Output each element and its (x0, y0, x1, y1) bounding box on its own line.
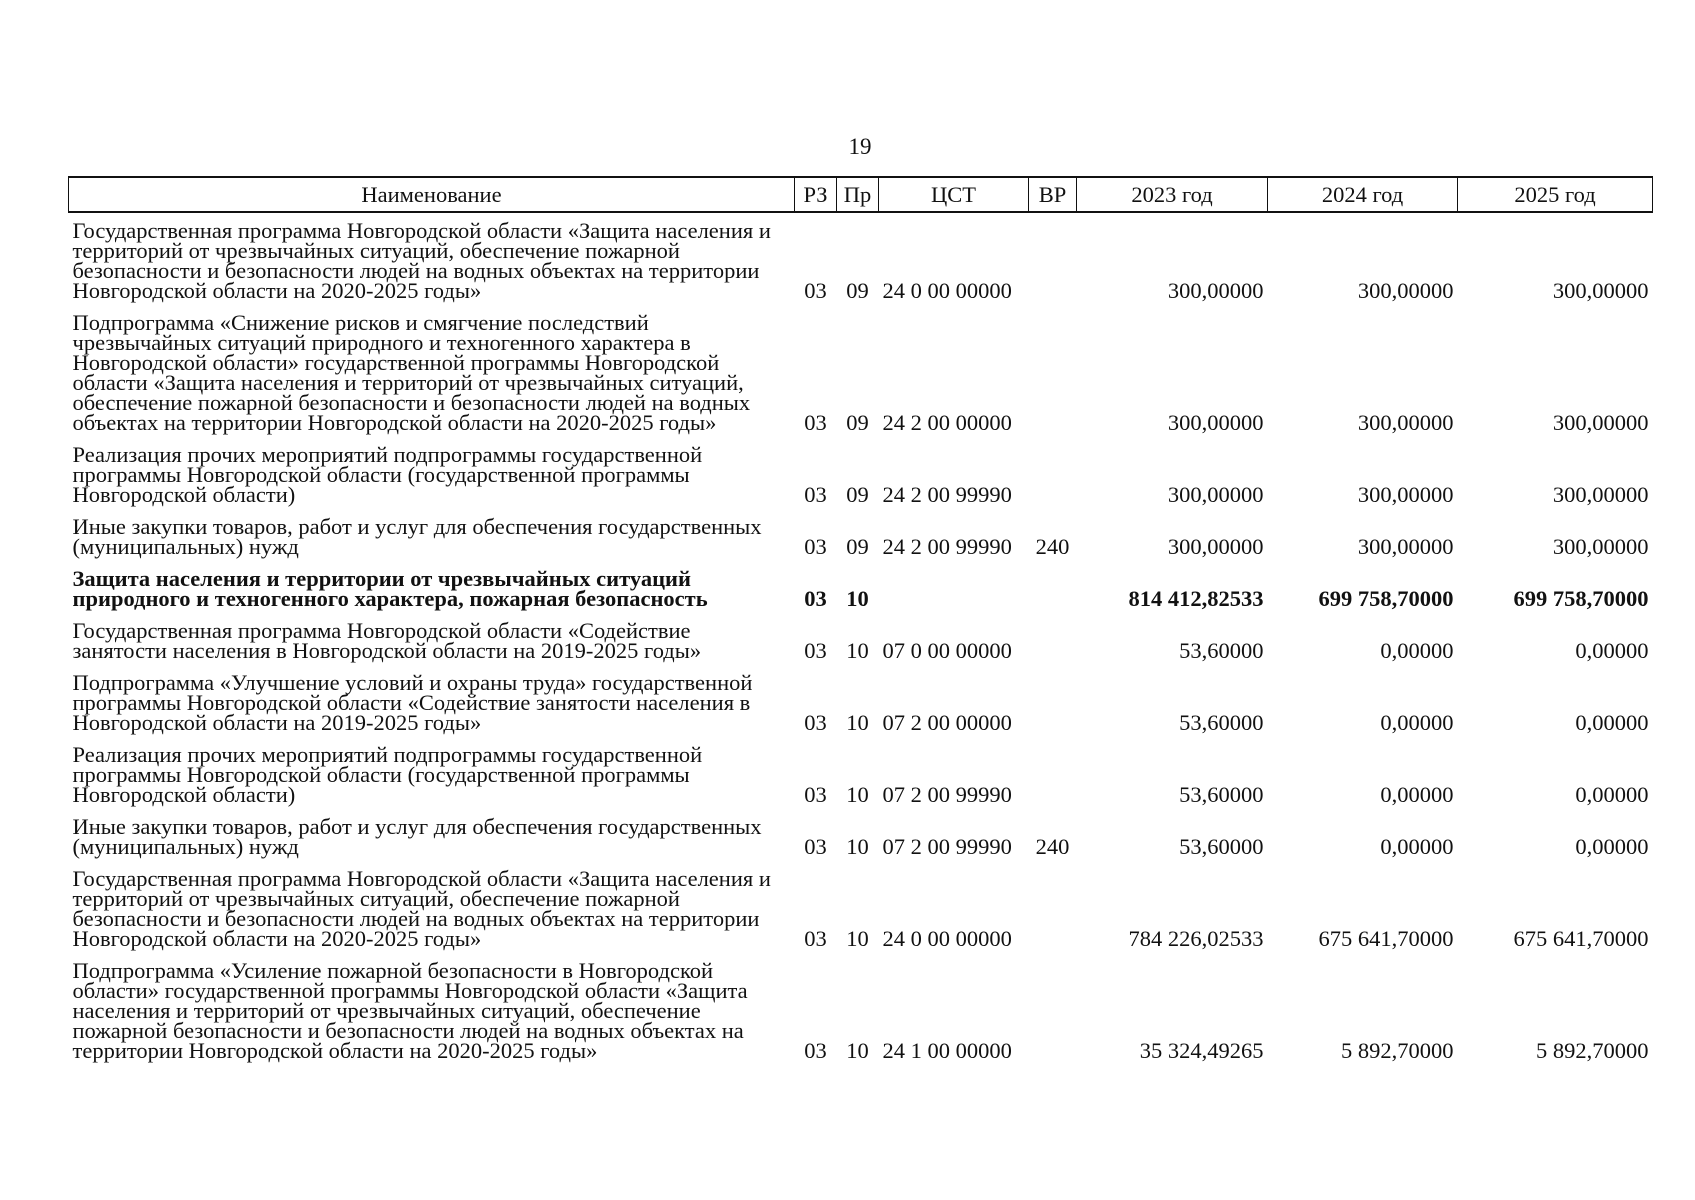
cell-cst: 07 0 00 00000 (882, 638, 1012, 663)
cell-2023: 53,60000 (1179, 782, 1264, 807)
cell-vr (1029, 437, 1077, 509)
cell-name: Иные закупки товаров, работ и услуг для обеспечения государственных (муниципальных) нужд (72, 514, 762, 559)
cell-2025: 0,00000 (1575, 638, 1649, 663)
cell-name: Государственная программа Новгородской области «Содействие занятости населения в Новгородской области на 2019-2025 годы» (72, 618, 702, 663)
cell-vr (1029, 861, 1077, 953)
cell-2024: 0,00000 (1380, 834, 1454, 859)
table-row (69, 212, 1653, 305)
cell-rz: 03 (804, 482, 827, 507)
cell-cst: 07 2 00 99990 (882, 834, 1012, 859)
table-header-row (69, 177, 1653, 212)
cell-name: Подпрограмма «Улучшение условий и охраны труда» государственной программы Новгородской области «Содействие занятости населения в Новгородской области на 2019-2025 годы» (72, 670, 753, 735)
cell-2023: 300,00000 (1167, 410, 1264, 435)
cell-2024: 300,00000 (1357, 534, 1454, 559)
cell-vr: 240 (1035, 534, 1070, 559)
cell-vr (1029, 665, 1077, 737)
cell-cst: 24 2 00 99990 (882, 482, 1012, 507)
cell-2023: 300,00000 (1167, 482, 1264, 507)
cell-2024: 5 892,70000 (1341, 1038, 1454, 1063)
cell-rz: 03 (804, 586, 827, 611)
header-2023: 2023 год (1077, 177, 1268, 212)
cell-rz: 03 (804, 926, 827, 951)
cell-2023: 53,60000 (1179, 638, 1264, 663)
cell-name: Подпрограмма «Снижение рисков и смягчение последствий чрезвычайных ситуаций природного и техногенного характера в Новгородской области» государственной программы Новгородской области «Защита населения и территорий от чрезвычайных ситуаций, обеспечение пожарной безопасности и безопасности людей на водных объектах на территории Новгородской области на 2020-2025 годы» (72, 310, 751, 435)
cell-rz: 03 (804, 1038, 827, 1063)
header-rz: РЗ (795, 177, 837, 212)
cell-cst: 24 2 00 00000 (882, 410, 1012, 435)
cell-vr: 240 (1035, 834, 1070, 859)
cell-2025: 300,00000 (1552, 482, 1649, 507)
cell-name: Реализация прочих мероприятий подпрограммы государственной программы Новгородской области (государственной программы Новгородской области) (72, 742, 703, 807)
header-pr: Пр (837, 177, 879, 212)
cell-rz: 03 (804, 834, 827, 859)
cell-vr (1029, 737, 1077, 809)
cell-2025: 0,00000 (1575, 710, 1649, 735)
cell-pr: 09 (846, 534, 869, 559)
cell-pr: 10 (846, 834, 869, 859)
header-cst: ЦСТ (879, 177, 1029, 212)
table-row (69, 509, 1653, 561)
table-row (69, 809, 1653, 861)
cell-2024: 675 641,70000 (1318, 926, 1454, 951)
cell-rz: 03 (804, 638, 827, 663)
cell-name: Иные закупки товаров, работ и услуг для обеспечения государственных (муниципальных) нужд (72, 814, 762, 859)
cell-vr (1029, 561, 1077, 613)
cell-2025: 300,00000 (1552, 534, 1649, 559)
cell-2025: 0,00000 (1575, 782, 1649, 807)
table-row (69, 737, 1653, 809)
cell-cst: 24 0 00 00000 (882, 926, 1012, 951)
cell-pr: 09 (846, 278, 869, 303)
cell-2025: 675 641,70000 (1513, 926, 1649, 951)
cell-rz: 03 (804, 534, 827, 559)
cell-vr (1029, 613, 1077, 665)
cell-rz: 03 (804, 278, 827, 303)
cell-2023: 300,00000 (1167, 278, 1264, 303)
cell-rz: 03 (804, 710, 827, 735)
cell-cst: 24 0 00 00000 (882, 278, 1012, 303)
header-2024: 2024 год (1268, 177, 1458, 212)
page-number: 19 (848, 134, 872, 159)
cell-name: Защита населения и территории от чрезвычайных ситуаций природного и техногенного характера, пожарная безопасность (72, 566, 708, 611)
cell-2023: 53,60000 (1179, 710, 1264, 735)
cell-name: Государственная программа Новгородской области «Защита населения и территорий от чрезвычайных ситуаций, обеспечение пожарной безопасности и безопасности людей на водных объектах на территории Новгородской области на 2020-2025 годы» (72, 866, 771, 951)
cell-pr: 10 (846, 638, 869, 663)
cell-2023: 784 226,02533 (1128, 926, 1264, 951)
cell-2023: 814 412,82533 (1128, 586, 1264, 611)
cell-2025: 300,00000 (1552, 278, 1649, 303)
cell-vr (1029, 305, 1077, 437)
cell-name: Подпрограмма «Усиление пожарной безопасности в Новгородской области» государственной программы Новгородской области «Защита населения и территорий от чрезвычайных ситуаций, обеспечение пожарной безопасности и безопасности людей на водных объектах на территории Новгородской области на 2020-2025 годы» (72, 958, 748, 1063)
header-vr: ВР (1029, 177, 1077, 212)
table-row (69, 305, 1653, 437)
cell-2025: 699 758,70000 (1513, 586, 1649, 611)
cell-2024: 0,00000 (1380, 782, 1454, 807)
cell-2023: 53,60000 (1179, 834, 1264, 859)
header-2025: 2025 год (1458, 177, 1653, 212)
table-row (69, 437, 1653, 509)
table-row (69, 953, 1653, 1065)
cell-pr: 10 (846, 586, 869, 611)
cell-2023: 35 324,49265 (1139, 1038, 1264, 1063)
cell-2024: 300,00000 (1357, 278, 1454, 303)
table-row (69, 561, 1653, 613)
cell-pr: 10 (846, 1038, 869, 1063)
cell-2024: 0,00000 (1380, 710, 1454, 735)
table-row (69, 665, 1653, 737)
cell-name: Государственная программа Новгородской области «Защита населения и территорий от чрезвычайных ситуаций, обеспечение пожарной безопасности и безопасности людей на водных объектах на территории Новгородской области на 2020-2025 годы» (72, 218, 771, 303)
cell-pr: 10 (846, 926, 869, 951)
cell-name: Реализация прочих мероприятий подпрограммы государственной программы Новгородской области (государственной программы Новгородской области) (72, 442, 703, 507)
cell-pr: 09 (846, 410, 869, 435)
cell-2024: 0,00000 (1380, 638, 1454, 663)
cell-cst: 07 2 00 00000 (882, 710, 1012, 735)
cell-rz: 03 (804, 782, 827, 807)
cell-2024: 300,00000 (1357, 482, 1454, 507)
cell-rz: 03 (804, 410, 827, 435)
cell-vr (1029, 953, 1077, 1065)
cell-cst: 07 2 00 99990 (882, 782, 1012, 807)
cell-pr: 10 (846, 710, 869, 735)
cell-cst: 24 1 00 00000 (882, 1038, 1012, 1063)
cell-2025: 0,00000 (1575, 834, 1649, 859)
cell-2024: 699 758,70000 (1318, 586, 1454, 611)
cell-vr (1029, 212, 1077, 305)
table-row (69, 613, 1653, 665)
cell-cst: 24 2 00 99990 (882, 534, 1012, 559)
cell-2025: 5 892,70000 (1536, 1038, 1649, 1063)
budget-table (68, 176, 1653, 1065)
table-body (69, 212, 1653, 1065)
cell-2025: 300,00000 (1552, 410, 1649, 435)
header-name: Наименование (69, 177, 795, 212)
table-row (69, 861, 1653, 953)
cell-cst (879, 561, 1029, 613)
cell-2024: 300,00000 (1357, 410, 1454, 435)
cell-pr: 09 (846, 482, 869, 507)
cell-2023: 300,00000 (1167, 534, 1264, 559)
cell-pr: 10 (846, 782, 869, 807)
